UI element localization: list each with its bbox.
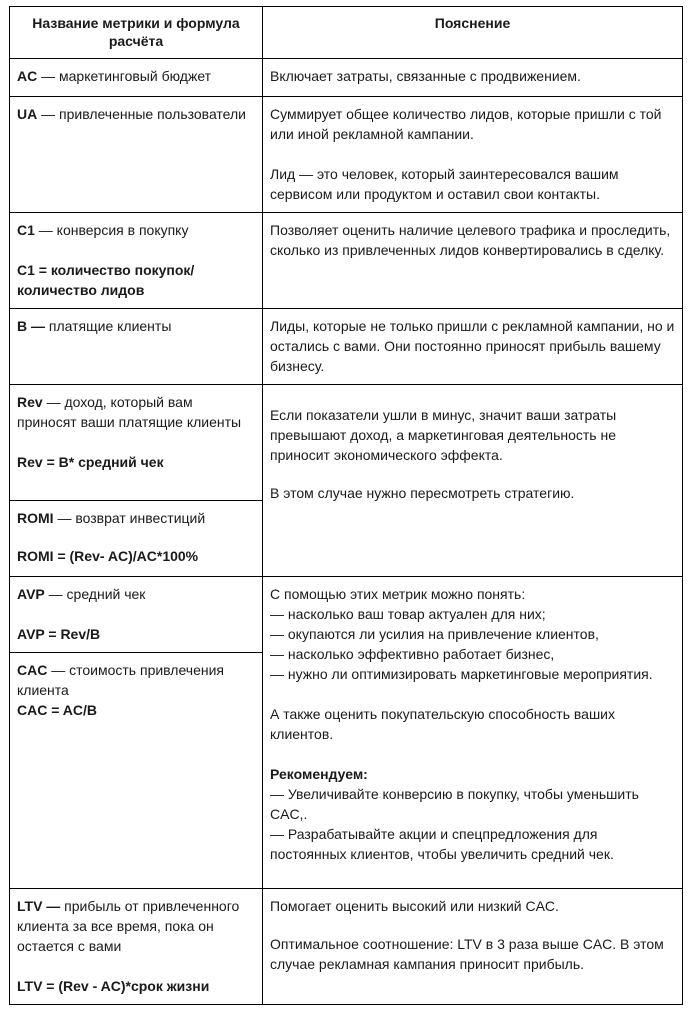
recommend-title: Рекомендуем: (270, 766, 368, 782)
metric-desc-romi: — возврат инвестиций (53, 510, 206, 526)
metric-abbr-avp: AVP (17, 586, 45, 602)
metric-formula-rev: Rev = B* средний чек (17, 454, 164, 470)
metric-abbr-ua: UA (17, 106, 38, 122)
explain-avp-cac-intro: С помощью этих метрик можно понять: (270, 586, 526, 602)
metric-cell-b (10, 309, 263, 385)
metric-formula-avp: AVP = Rev/B (17, 626, 101, 642)
metric-desc-b: платящие клиенты (45, 318, 172, 334)
explain-avp-cac-also: А также оценить покупательскую способность ваших клиентов. (270, 706, 615, 742)
metric-desc-rev: — доход, который вам приносят ваши платящие клиенты (17, 394, 242, 430)
explain-avp-cac-bullet: — насколько ваш товар актуален для них; (270, 606, 546, 622)
table-row-ac (10, 59, 683, 97)
explain-ua-1: Суммирует общее количество лидов, которые пришли с той или иной рекламной кампании. (270, 106, 662, 142)
table-row-ua (10, 97, 683, 213)
explain-rev-romi-2: В этом случае нужно пересмотреть стратегию. (270, 485, 575, 501)
explain-ltv-1: Помогает оценить высокий или низкий CAC. (270, 898, 559, 914)
explain-cell-rev-romi (263, 385, 683, 577)
explain-cell-c1: Позволяет оценить наличие целевого трафика и проследить, сколько из привлеченных лидов конвертировались в сделку. (263, 213, 683, 309)
table-row-avp (10, 577, 683, 653)
explain-avp-cac-bullet: — нужно ли оптимизировать маркетинговые мероприятия. (270, 666, 653, 682)
metric-abbr-ac: AC (17, 68, 38, 84)
header-explanation: Пояснение (263, 7, 683, 59)
metric-cell-avp (10, 577, 263, 653)
explain-cell-ac: Включает затраты, связанные с продвижением. (263, 59, 683, 97)
table-row-ltv (10, 889, 683, 1005)
explain-cell-b: Лиды, которые не только пришли с рекламной кампании, но и остались с вами. Они постоянно приносят прибыль вашему бизнесу. (263, 309, 683, 385)
explain-cell-ua (263, 97, 683, 213)
metric-desc-ac: — маркетинговый бюджет (37, 68, 212, 84)
metric-desc-avp: — средний чек (44, 586, 146, 602)
explain-avp-cac-bullet: — окупаются ли усилия на привлечение клиентов, (270, 626, 599, 642)
header-metric-name: Название метрики и формула расчёта (10, 7, 263, 59)
table-row-c1 (10, 213, 683, 309)
metric-cell-ltv (10, 889, 263, 1005)
explain-ua-2: Лид — это человек, который заинтересовался вашим сервисом или продуктом и оставил свои контакты. (270, 166, 619, 202)
metric-desc-c1: — конверсия в покупку (34, 222, 189, 238)
table-row-b (10, 309, 683, 385)
metric-formula-cac: CAC = AC/B (17, 702, 97, 718)
metric-cell-ua (10, 97, 263, 213)
metric-cell-c1 (10, 213, 263, 309)
metric-cell-ac (10, 59, 263, 97)
recommend-item-2: — Разрабатывайте акции и спецпредложения для постоянных клиентов, чтобы увеличить средний чек. (270, 826, 614, 862)
explain-ltv-2: Оптимальное соотношение: LTV в 3 раза выше CAC. В этом случае рекламная кампания приносит прибыль. (270, 936, 664, 972)
metric-desc-ltv: прибыль от привлеченного клиента за все время, пока он остается с вами (17, 898, 240, 954)
metric-cell-rev (10, 385, 263, 501)
metric-formula-c1: C1 = количество покупок/количество лидов (17, 262, 195, 298)
metric-formula-romi: ROMI = (Rev- AC)/AC*100% (17, 548, 199, 564)
explain-rev-romi-1: Если показатели ушли в минус, значит ваши затраты превышают доход, а маркетинговая деятельность не приносит экономического эффекта. (270, 407, 617, 463)
explain-cell-avp-cac (263, 577, 683, 889)
explain-cell-ltv (263, 889, 683, 1005)
metric-abbr-c1: C1 (17, 222, 35, 238)
metric-cell-romi (10, 501, 263, 577)
table-row-rev (10, 385, 683, 501)
metrics-table (9, 6, 683, 1005)
metric-cell-cac (10, 653, 263, 889)
metric-abbr-romi: ROMI (17, 510, 54, 526)
metric-desc-ua: — привлеченные пользователи (37, 106, 246, 122)
metric-abbr-cac: CAC (17, 662, 48, 678)
metric-abbr-b: B — (17, 318, 45, 334)
metric-abbr-ltv: LTV — (17, 898, 61, 914)
recommend-item-1: — Увеличивайте конверсию в покупку, чтобы уменьшить CAC,. (270, 786, 639, 822)
metric-formula-ltv: LTV = (Rev - AC)*срок жизни (17, 978, 210, 994)
table-header-row (10, 7, 683, 59)
metric-abbr-rev: Rev (17, 394, 43, 410)
metric-desc-cac: — стоимость привлечения клиента (17, 662, 224, 698)
explain-avp-cac-bullet: — насколько эффективно работает бизнес, (270, 646, 555, 662)
